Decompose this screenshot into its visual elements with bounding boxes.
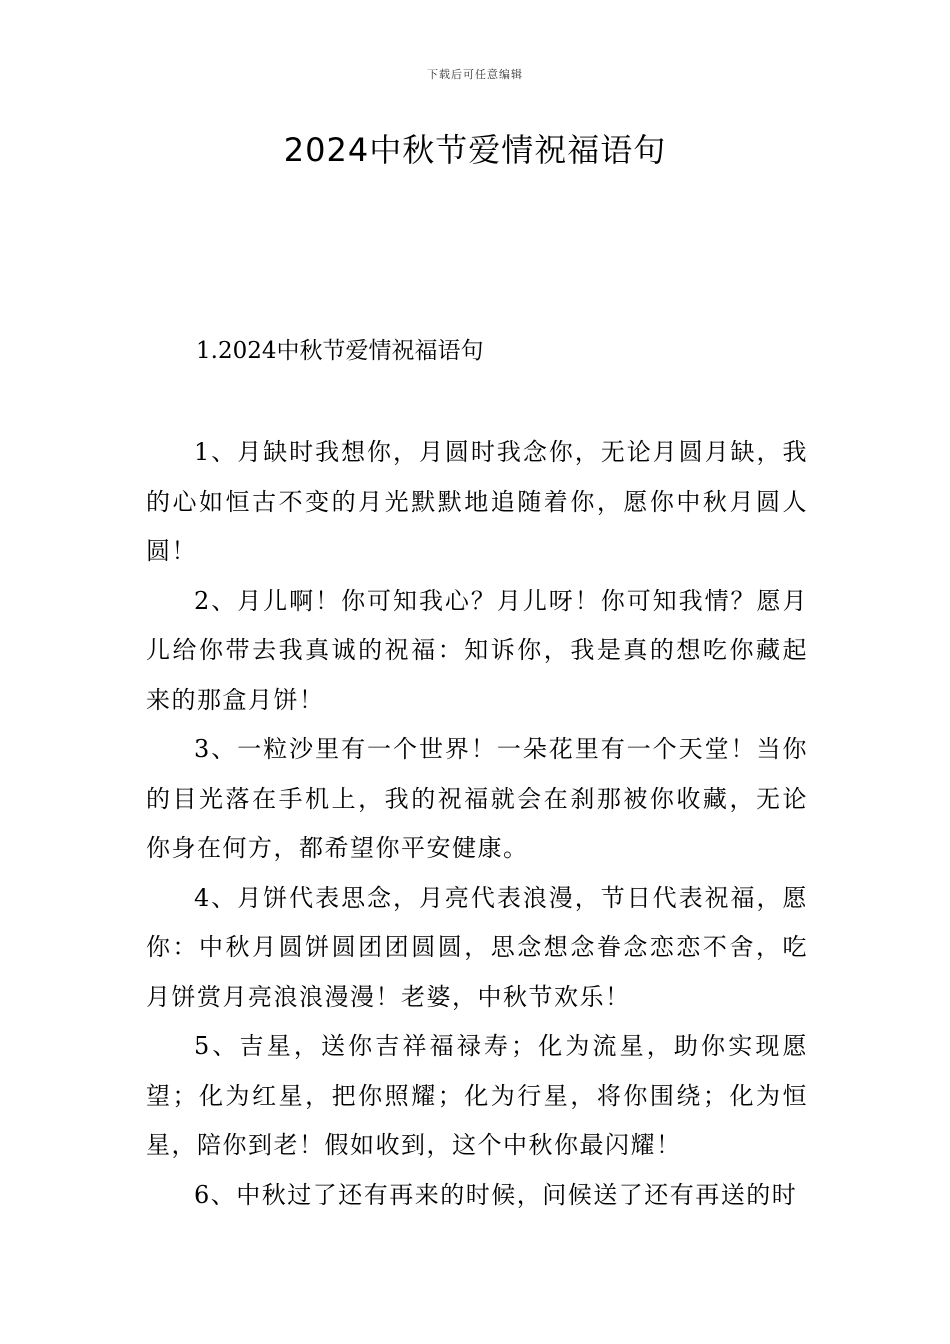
paragraph-5: 5、吉星，送你吉祥福禄寿；化为流星，助你实现愿望；化为红星，把你照耀；化为行星，将你围绕；化为恒星，陪你到老！假如收到，这个中秋你最闪耀！ (146, 1032, 808, 1159)
header-note: 下载后可任意编辑 (427, 68, 523, 81)
paragraph-1: 1、月缺时我想你，月圆时我念你，无论月圆月缺，我的心如恒古不变的月光默默地追随着你，愿你中秋月圆人圆！ (146, 438, 808, 565)
paragraph-4: 4、月饼代表思念，月亮代表浪漫，节日代表祝福，愿你：中秋月圆饼圆团团圆圆，思念想念眷念恋恋不舍，吃月饼赏月亮浪浪漫漫！老婆，中秋节欢乐！ (146, 883, 808, 1011)
paragraph-3: 3、一粒沙里有一个世界！一朵花里有一个天堂！当你的目光落在手机上，我的祝福就会在刹那被你收藏，无论你身在何方，都希望你平安健康。 (146, 735, 808, 862)
section-heading: 1.2024中秋节爱情祝福语句 (196, 338, 484, 364)
paragraph-6: 6、中秋过了还有再来的时候，问候送了还有再送的时 (194, 1180, 798, 1209)
paragraph-2: 2、月儿啊！你可知我心？月儿呀！你可知我情？愿月儿给你带去我真诚的祝福：知诉你，我是真的想吃你藏起来的那盒月饼！ (146, 586, 808, 714)
body-text (146, 428, 808, 1220)
document-title: 2024中秋节爱情祝福语句 (283, 131, 667, 169)
